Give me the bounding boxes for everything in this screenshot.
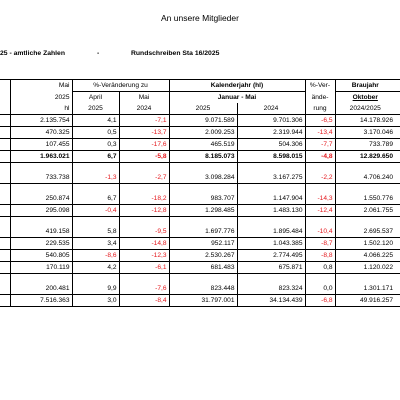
cell-change: -8,7 bbox=[305, 238, 335, 250]
header-row-1 bbox=[0, 80, 400, 92]
cell-mai-pct: -2,7 bbox=[119, 172, 169, 184]
cell-mai: 170.119 bbox=[10, 262, 72, 274]
cell-braujahr: 14.178.926 bbox=[335, 115, 395, 127]
cell-kal-2025: 8.185.073 bbox=[169, 151, 237, 163]
cell-braujahr: 12.829.650 bbox=[335, 151, 395, 163]
cell-braujahr: 49.916.257 bbox=[335, 295, 395, 307]
header-mai: Mai bbox=[10, 80, 72, 92]
cell-mai: 540.805 bbox=[10, 250, 72, 262]
subtitle-right: Rundschreiben Sta 16/2025 bbox=[131, 50, 220, 57]
cell-change: -8,8 bbox=[305, 250, 335, 262]
table-row bbox=[0, 193, 400, 205]
cell-mai-pct: -6,1 bbox=[119, 262, 169, 274]
cell-kal-2025: 9.071.589 bbox=[169, 115, 237, 127]
cell-april-pct: 6,7 bbox=[72, 193, 119, 205]
cell-kal-2025: 952.117 bbox=[169, 238, 237, 250]
cell-mai-pct: -12,8 bbox=[119, 205, 169, 217]
table-row bbox=[0, 172, 400, 184]
cell-mai-pct: -7,1 bbox=[119, 115, 169, 127]
cell-kal-2024: 34.134.439 bbox=[237, 295, 305, 307]
header-braujahr: Braujahr bbox=[335, 80, 395, 92]
cell-kal-2025: 465.519 bbox=[169, 139, 237, 151]
header-oktober: Oktober bbox=[335, 92, 395, 104]
cell-mai: 470.325 bbox=[10, 127, 72, 139]
cell-kal-2025: 1.298.485 bbox=[169, 205, 237, 217]
cell-april-pct: 4,2 bbox=[72, 262, 119, 274]
cell-kal-2024: 2.319.944 bbox=[237, 127, 305, 139]
cell-kal-2024: 8.598.015 bbox=[237, 151, 305, 163]
cell-braujahr: 2.061.755 bbox=[335, 205, 395, 217]
cell-kal-2024: 1.043.385 bbox=[237, 238, 305, 250]
cell-change: 0,0 bbox=[305, 283, 335, 295]
cell-april-pct: 5,8 bbox=[72, 226, 119, 238]
cell-braujahr: 1.120.022 bbox=[335, 262, 395, 274]
cell-april-pct: 3,4 bbox=[72, 238, 119, 250]
header-row-2 bbox=[0, 92, 400, 104]
cell-april-pct: 4,1 bbox=[72, 115, 119, 127]
cell-mai-pct: -12,3 bbox=[119, 250, 169, 262]
cell-change: -12,4 bbox=[305, 205, 335, 217]
table-row bbox=[0, 238, 400, 250]
cell-mai: 1.963.021 bbox=[10, 151, 72, 163]
cell-mai-pct: -13,7 bbox=[119, 127, 169, 139]
cell-change: -2,2 bbox=[305, 172, 335, 184]
cell-braujahr: 3.170.046 bbox=[335, 127, 395, 139]
cell-mai: 107.455 bbox=[10, 139, 72, 151]
cell-kal-2024: 1.895.484 bbox=[237, 226, 305, 238]
cell-mai-pct: -14,8 bbox=[119, 238, 169, 250]
header-mai-sub: Mai bbox=[119, 92, 169, 104]
table-row bbox=[0, 283, 400, 295]
header-year-apr: 2025 bbox=[72, 103, 119, 115]
header-rung: rung bbox=[305, 103, 335, 115]
cell-kal-2025: 2.009.253 bbox=[169, 127, 237, 139]
header-year-mai: 2024 bbox=[119, 103, 169, 115]
cell-kal-2024: 2.774.495 bbox=[237, 250, 305, 262]
cell-change: -6,8 bbox=[305, 295, 335, 307]
cell-change: -13,4 bbox=[305, 127, 335, 139]
table-row bbox=[0, 127, 400, 139]
cell-kal-2024: 3.167.275 bbox=[237, 172, 305, 184]
cell-mai-pct: -5,8 bbox=[119, 151, 169, 163]
cell-april-pct: 6,7 bbox=[72, 151, 119, 163]
cell-braujahr: 4.066.225 bbox=[335, 250, 395, 262]
header-aenderung: ände- bbox=[305, 92, 335, 104]
header-januar-mai: Januar - Mai bbox=[169, 92, 305, 104]
cell-kal-2025: 983.707 bbox=[169, 193, 237, 205]
table-row bbox=[0, 115, 400, 127]
table-row bbox=[0, 226, 400, 238]
cell-kal-2024: 1.147.904 bbox=[237, 193, 305, 205]
table-row bbox=[0, 250, 400, 262]
cell-braujahr: 1.502.120 bbox=[335, 238, 395, 250]
cell-kal-2025: 1.697.776 bbox=[169, 226, 237, 238]
cell-kal-2024: 9.701.306 bbox=[237, 115, 305, 127]
cell-kal-2024: 675.871 bbox=[237, 262, 305, 274]
cell-kal-2025: 2.530.267 bbox=[169, 250, 237, 262]
cell-mai: 2.135.754 bbox=[10, 115, 72, 127]
cell-mai-pct: -7,6 bbox=[119, 283, 169, 295]
header-brau-period: 2024/2025 bbox=[335, 103, 395, 115]
cell-mai: 229.535 bbox=[10, 238, 72, 250]
header-year: 2025 bbox=[10, 92, 72, 104]
cell-kal-2024: 823.324 bbox=[237, 283, 305, 295]
header-pct-ver: %-Ver- bbox=[305, 80, 335, 92]
header-kal-2024: 2024 bbox=[237, 103, 305, 115]
cell-change: -6,5 bbox=[305, 115, 335, 127]
table-row bbox=[0, 262, 400, 274]
header-unit: hl bbox=[10, 103, 72, 115]
cell-april-pct: 0,5 bbox=[72, 127, 119, 139]
cell-mai: 7.516.363 bbox=[10, 295, 72, 307]
header-kalenderjahr: Kalenderjahr (hl) bbox=[169, 80, 305, 92]
cell-april-pct: -0,4 bbox=[72, 205, 119, 217]
table-row-total-subgroup bbox=[0, 151, 400, 163]
page-title: An unsere Mitglieder bbox=[161, 13, 239, 23]
cell-kal-2025: 31.797.001 bbox=[169, 295, 237, 307]
cell-mai-pct: -18,2 bbox=[119, 193, 169, 205]
cell-mai-pct: -17,6 bbox=[119, 139, 169, 151]
header-april: April bbox=[72, 92, 119, 104]
cell-april-pct: -1,3 bbox=[72, 172, 119, 184]
cell-mai: 250.874 bbox=[10, 193, 72, 205]
cell-change: -10,4 bbox=[305, 226, 335, 238]
cell-change: -7,7 bbox=[305, 139, 335, 151]
table-row bbox=[0, 205, 400, 217]
cell-braujahr: 733.789 bbox=[369, 141, 393, 148]
header-kal-2025: 2025 bbox=[169, 103, 237, 115]
cell-mai: 295.098 bbox=[10, 205, 72, 217]
statistics-table bbox=[0, 79, 400, 307]
cell-mai: 419.158 bbox=[10, 226, 72, 238]
cell-mai: 733.738 bbox=[10, 172, 72, 184]
header-row-3 bbox=[0, 103, 400, 115]
cell-change: -14,3 bbox=[305, 193, 335, 205]
cell-april-pct: -8,6 bbox=[72, 250, 119, 262]
cell-mai-pct: -9,5 bbox=[119, 226, 169, 238]
cell-kal-2025: 3.098.284 bbox=[169, 172, 237, 184]
cell-braujahr: 1.550.776 bbox=[335, 193, 395, 205]
cell-april-pct: 3,0 bbox=[72, 295, 119, 307]
cell-braujahr: 4.706.240 bbox=[335, 172, 395, 184]
cell-mai: 200.481 bbox=[10, 283, 72, 295]
cell-mai-pct: -8,4 bbox=[119, 295, 169, 307]
cell-braujahr: 1.301.171 bbox=[335, 283, 395, 295]
cell-april-pct: 9,9 bbox=[72, 283, 119, 295]
cell-kal-2024: 1.483.130 bbox=[237, 205, 305, 217]
cell-braujahr: 2.695.537 bbox=[335, 226, 395, 238]
cell-change: -4,8 bbox=[305, 151, 335, 163]
cell-april-pct: 0,3 bbox=[72, 139, 119, 151]
subtitle-left: 25 - amtliche Zahlen bbox=[0, 50, 65, 57]
table-row bbox=[0, 295, 400, 307]
cell-change: 0,8 bbox=[305, 262, 335, 274]
cell-kal-2025: 823.448 bbox=[169, 283, 237, 295]
cell-kal-2024: 504.306 bbox=[237, 139, 305, 151]
table-row bbox=[0, 139, 400, 151]
subtitle-dash: - bbox=[97, 50, 100, 57]
cell-kal-2025: 681.483 bbox=[169, 262, 237, 274]
header-pct-change: %-Veränderung zu bbox=[72, 80, 169, 92]
